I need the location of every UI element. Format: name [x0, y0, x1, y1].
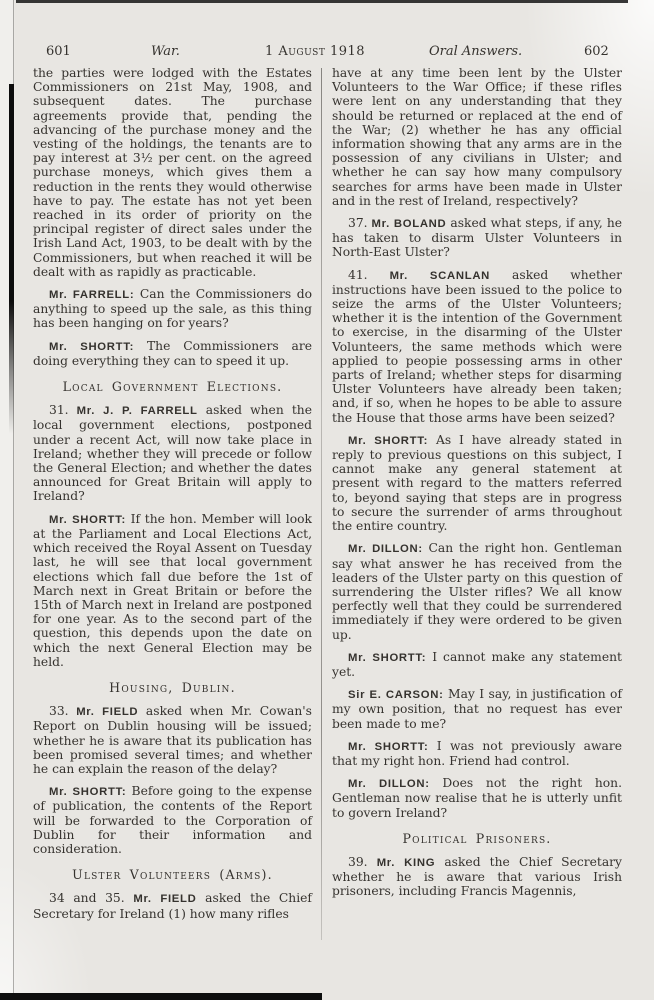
body-paragraph: have at any time been lent by the Ulster Volunteers to the War Office; if these rifles were lent on any understanding that they should be returned or replaced at the end of the War; (2) whether he has any official information showing that any arms are in the possession of any civilians in Ulster; and whether he can say how many compulsory searches for arms have been made in Ulster and in the rest of Ireland, respectively? — [332, 66, 622, 208]
running-title-war: War. — [151, 44, 180, 59]
speech-paragraph: 33. Mr. FIELD asked when Mr. Cowan's Report on Dublin housing will be issued; whether he is aware that its publication has been promised several times; and whether he can explain the reason of the delay? — [33, 704, 312, 776]
speech-paragraph: Mr. SHORTT: As I have already stated in reply to previous questions on this subject, I cannot make any general statement at present with regard to the matters referred to, beyond saying that steps are in progress to secure the surrender of arms throughout the entire country. — [332, 432, 622, 534]
speech-paragraph: 34 and 35. Mr. FIELD asked the Chief Secretary for Ireland (1) how many rifles — [33, 891, 312, 921]
speech-paragraph: Mr. DILLON: Does not the right hon. Gentleman now realise that he is utterly unfit to govern Ireland? — [332, 776, 622, 820]
page-number-left: 601 — [46, 44, 71, 59]
speaker-name: Mr. SHORTT: — [49, 513, 126, 526]
speech-paragraph: Mr. SHORTT: If the hon. Member will look at the Parliament and Local Elections Act, which received the Royal Assent on Tuesday last, he will see that local government elections which fall due before the 1st of March next in Great Britain or before the 15th of March next in Ireland are postponed for one year. As to the second part of the question, this depends upon the date on which the next General Election may be held. — [33, 511, 312, 669]
speech-paragraph: 39. Mr. KING asked the Chief Secretary whether he is aware that various Irish prisoners, including Francis Magennis, — [332, 854, 622, 899]
speech-paragraph: Mr. SHORTT: I cannot make any statement yet. — [332, 649, 622, 679]
speaker-name: Mr. SCANLAN — [389, 269, 491, 282]
body-paragraph: the parties were lodged with the Estates Commissioners on 21st May, 1908, and subsequent dates. The purchase agreements provide that, pending the advancing of the purchase money and the vesting of the holdings, the tenants are to pay interest at 3½ per cent. on the agreed purchase moneys, which gives them a reduction in the rents they would otherwise have to pay. The estate has not yet been reached in its order of priority on the principal register of direct sales under the Irish Land Act, 1903, to be dealt with by the Commissioners, but when reached it will be dealt with as rapidly as practicable. — [33, 66, 312, 279]
question-number: 41. — [348, 267, 390, 282]
section-heading: Local Government Elections. — [62, 379, 283, 395]
scan-bottom-edge-bar — [0, 993, 322, 1000]
speaker-name: Mr. SHORTT: — [348, 434, 429, 447]
question-number: 31. — [49, 403, 77, 418]
speech-paragraph: 37. Mr. BOLAND asked what steps, if any, he has taken to disarm Ulster Volunteers in North-East Ulster? — [332, 216, 623, 260]
speaker-name: Mr. FIELD — [76, 706, 139, 719]
speech-paragraph: Mr. FARRELL: Can the Commissioners do anything to speed up the sale, as this thing has been hanging on for years? — [33, 287, 312, 331]
scan-left-edge-bar — [9, 84, 14, 434]
section-heading: Ulster Volunteers (Arms). — [72, 867, 273, 883]
speech-paragraph: Mr. DILLON: Can the right hon. Gentleman say what answer he has received from the leaders of the Ulster party on this question of surrendering the Ulster rifles? We all know perfectly well that they could be surrendered immediately if they were ordered to be given up. — [332, 541, 622, 642]
page-number-right: 602 — [584, 44, 609, 59]
speech-paragraph: Sir E. CARSON: May I say, in justification of my own position, that no request has ever been made to me? — [332, 687, 622, 731]
scan-top-edge-line — [16, 0, 628, 3]
speaker-name: Mr. SHORTT: — [348, 740, 429, 753]
running-header — [33, 44, 623, 62]
speech-paragraph: Mr. SHORTT: Before going to the expense of publication, the contents of the Report will be forwarded to the Corporation of Dublin for their information and consideration. — [33, 784, 312, 856]
text-column-left — [33, 66, 312, 929]
speech-paragraph: Mr. SHORTT: I was not previously aware that my right hon. Friend had control. — [332, 738, 622, 768]
section-heading: Political Prisoners. — [402, 830, 552, 846]
speaker-name: Mr. KING — [376, 856, 436, 869]
speaker-name: Mr. FARRELL: — [49, 289, 135, 302]
speaker-name: Mr. J. P. FARRELL — [76, 405, 198, 418]
speaker-name: Mr. FIELD — [133, 893, 197, 906]
section-heading: Housing, Dublin. — [109, 679, 236, 695]
speech-paragraph: 31. Mr. J. P. FARRELL asked when the local government elections, postponed under a recent Act, will now take place in Ireland; whether they will precede or follow the General Election; and whether the dates announced for Great Britain will apply to Ireland? — [33, 403, 312, 504]
speech-paragraph: 41. Mr. SCANLAN asked whether instructions have been issued to the police to seize the arms of the Ulster Volunteers; whether it is the intention of the Government to exercise, in the disarming of the Ulster Volunteers, the same methods which were applied to peopie possessing arms in other parts of Ireland; whether steps for disarming Ulster Volunteers have already been taken; and, if so, when he hopes to be able to assure the House that those arms have been seized? — [332, 267, 623, 425]
running-title-oral-answers: Oral Answers. — [429, 44, 523, 59]
speaker-name: Mr. SHORTT: — [49, 340, 135, 353]
question-number: 33. — [49, 704, 77, 719]
sitting-date: 1 August 1918 — [265, 44, 366, 59]
question-number: 39. — [348, 854, 377, 869]
question-number: 34 and 35. — [49, 891, 134, 906]
speaker-name: Mr. DILLON: — [348, 543, 423, 556]
speaker-name: Mr. DILLON: — [348, 778, 430, 791]
speaker-name: Mr. SHORTT: — [348, 651, 427, 664]
speaker-name: Mr. SHORTT: — [49, 786, 127, 799]
speech-paragraph: Mr. SHORTT: The Commissioners are doing everything they can to speed it up. — [33, 338, 312, 368]
question-number: 37. — [348, 216, 372, 231]
speaker-name: Sir E. CARSON: — [348, 689, 444, 702]
speaker-name: Mr. BOLAND — [371, 218, 447, 231]
text-column-right — [332, 66, 622, 907]
column-divider-rule — [321, 68, 322, 940]
